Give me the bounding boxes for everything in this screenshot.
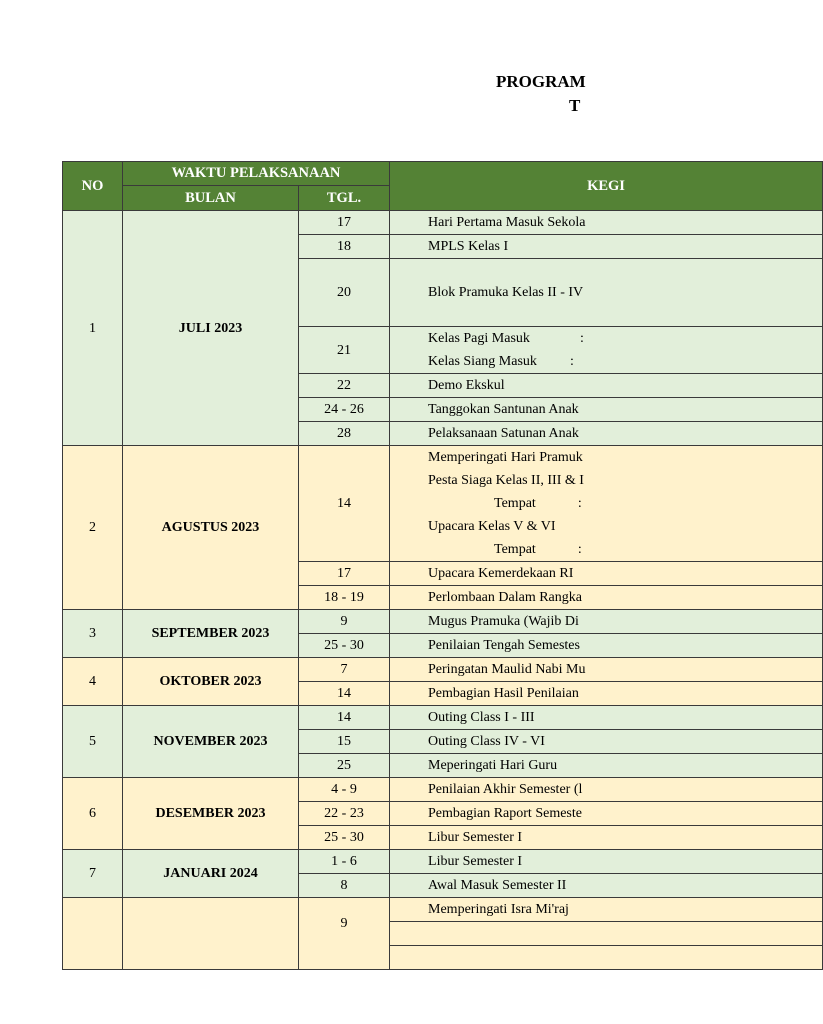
header-bulan: BULAN [123,186,299,211]
row-date: 1 - 6 [299,850,390,874]
table-row [63,850,823,874]
row-activity: Pembagian Raport Semeste [390,802,823,826]
header-waktu: WAKTU PELAKSANAAN [123,162,390,186]
row-date: 25 - 30 [299,634,390,658]
row-activity: Outing Class IV - VI [390,730,823,754]
row-activity: Libur Semester I [390,826,823,850]
title-line-2: T [569,96,581,115]
row-date: 9 [299,610,390,634]
row-activity [390,946,823,970]
row-date: 20 [299,259,390,327]
row-date: 21 [299,327,390,374]
row-date: 18 [299,235,390,259]
row-activity: Peringatan Maulid Nabi Mu [390,658,823,682]
row-activity: Outing Class I - III [390,706,823,730]
row-date: 15 [299,730,390,754]
row-no: 4 [63,658,123,706]
row-date: 7 [299,658,390,682]
row-month: JULI 2023 [123,211,299,446]
row-date: 4 - 9 [299,778,390,802]
row-no: 7 [63,850,123,898]
row-month: JANUARI 2024 [123,850,299,898]
header-no: NO [63,162,123,211]
row-date: 9 [299,898,390,970]
row-activity: Pembagian Hasil Penilaian [390,682,823,706]
row-no: 3 [63,610,123,658]
schedule-table-viewport [62,161,625,935]
row-month: DESEMBER 2023 [123,778,299,850]
row-month [123,898,299,970]
row-activity: Penilaian Akhir Semester (l [390,778,823,802]
table-row [63,706,823,730]
row-activity: Blok Pramuka Kelas II - IV [390,259,823,327]
row-no: 1 [63,211,123,446]
row-month: SEPTEMBER 2023 [123,610,299,658]
row-activity: Upacara Kelas V & VI [390,515,823,538]
row-activity: Kelas Pagi Masuk : [390,327,823,351]
table-row [63,778,823,802]
row-date: 25 [299,754,390,778]
row-no: 5 [63,706,123,778]
table-row [63,211,823,235]
table-row [63,446,823,470]
row-activity: Hari Pertama Masuk Sekola [390,211,823,235]
row-activity: Memperingati Hari Pramuk [390,446,823,470]
row-activity: Upacara Kemerdekaan RI [390,562,823,586]
row-date: 22 - 23 [299,802,390,826]
row-activity: Pelaksanaan Satunan Anak [390,422,823,446]
row-date: 14 [299,446,390,562]
row-month: OKTOBER 2023 [123,658,299,706]
row-activity: Awal Masuk Semester II [390,874,823,898]
row-no: 2 [63,446,123,610]
row-no: 6 [63,778,123,850]
row-date: 22 [299,374,390,398]
row-date: 25 - 30 [299,826,390,850]
row-date: 17 [299,562,390,586]
table-row [63,658,823,682]
row-activity: Penilaian Tengah Semestes [390,634,823,658]
row-activity: Kelas Siang Masuk : [390,350,823,374]
row-activity: Mugus Pramuka (Wajib Di [390,610,823,634]
header-tgl: TGL. [299,186,390,211]
table-row [63,898,823,922]
row-activity: Tempat : [390,492,823,515]
row-activity [390,922,823,946]
document-title [496,70,586,118]
row-date: 14 [299,682,390,706]
row-date: 17 [299,211,390,235]
row-date: 8 [299,874,390,898]
title-line-1: PROGRAM [496,72,586,91]
row-activity: Tanggokan Santunan Anak [390,398,823,422]
row-month: AGUSTUS 2023 [123,446,299,610]
row-activity: Perlombaan Dalam Rangka [390,586,823,610]
row-activity: Pesta Siaga Kelas II, III & I [390,469,823,492]
table-row [63,610,823,634]
schedule-table [62,161,823,970]
row-month: NOVEMBER 2023 [123,706,299,778]
row-activity: Libur Semester I [390,850,823,874]
row-date: 18 - 19 [299,586,390,610]
row-no [63,898,123,970]
row-date: 28 [299,422,390,446]
row-activity: Memperingati Isra Mi'raj [390,898,823,922]
row-activity: Demo Ekskul [390,374,823,398]
row-activity: Meperingati Hari Guru [390,754,823,778]
row-date: 14 [299,706,390,730]
row-activity: MPLS Kelas I [390,235,823,259]
row-date: 24 - 26 [299,398,390,422]
header-kegiatan: KEGI [390,162,823,211]
row-activity: Tempat : [390,538,823,562]
